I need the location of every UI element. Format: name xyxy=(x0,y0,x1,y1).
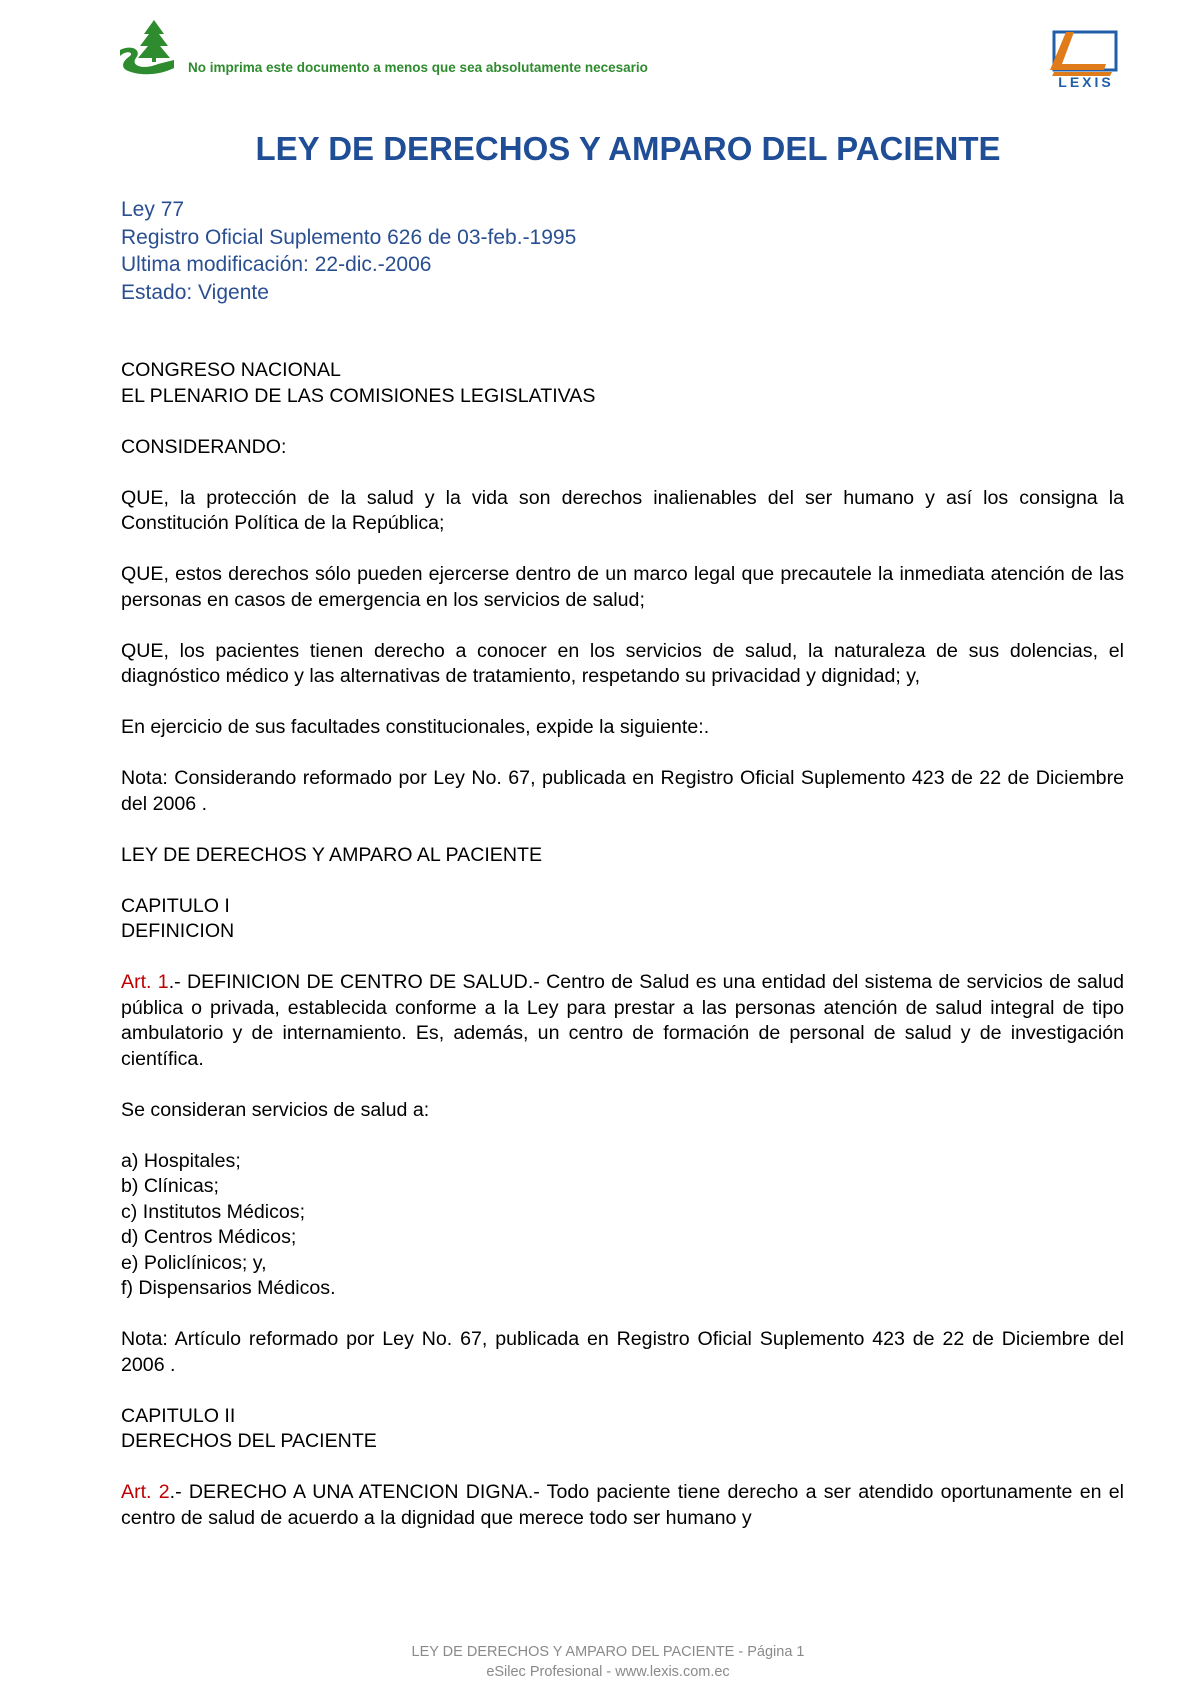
article-label: Art. 2 xyxy=(121,1481,170,1503)
chapter-name: DERECHOS DEL PACIENTE xyxy=(121,1430,377,1452)
considerando-paragraph: QUE, los pacientes tienen derecho a conocer en los servicios de salud, la naturaleza de sus dolencias, el diagnóstico médico y las alternativas de tratamiento, respetando su privacidad y dignidad; y, xyxy=(121,639,1124,687)
considerando-heading: CONSIDERANDO: xyxy=(121,435,287,458)
list-item: a) Hospitales; xyxy=(121,1149,241,1172)
chapter-heading xyxy=(121,894,1124,945)
document-title: LEY DE DERECHOS Y AMPARO DEL PACIENTE xyxy=(255,130,1001,167)
article-1 xyxy=(121,970,1124,1072)
footer-page-info: LEY DE DERECHOS Y AMPARO DEL PACIENTE - Página 1 xyxy=(411,1644,805,1660)
chapter-number: CAPITULO I xyxy=(121,894,230,917)
article-2 xyxy=(121,1480,1124,1531)
reform-note: Nota: Artículo reformado por Ley No. 67, publicada en Registro Oficial Suplemento 423 de 22 de Diciembre del 2006 . xyxy=(121,1328,1124,1376)
issuer-plenary: EL PLENARIO DE LAS COMISIONES LEGISLATIVAS xyxy=(121,384,596,407)
footer-source: eSilec Profesional - www.lexis.com.ec xyxy=(486,1664,730,1680)
considerando-paragraph: QUE, estos derechos sólo pueden ejercerse dentro de un marco legal que precautele la inmediata atención de las personas en casos de emergencia en los servicios de salud; xyxy=(121,563,1124,611)
issuer-congress: CONGRESO NACIONAL xyxy=(121,359,341,381)
article-text: .- DERECHO A UNA ATENCION DIGNA.- Todo paciente tiene derecho a ser atendido oportunamente en el centro de salud de acuerdo a la dignidad que merece todo ser humano y xyxy=(121,1481,1124,1529)
list-item: b) Clínicas; xyxy=(121,1175,219,1197)
issuer-block xyxy=(121,358,1124,409)
last-modification: Ultima modificación: 22-dic.-2006 xyxy=(121,253,432,276)
list-item: d) Centros Médicos; xyxy=(121,1226,297,1248)
article-label: Art. 1 xyxy=(121,971,169,993)
page-footer xyxy=(0,1642,1200,1682)
document-body xyxy=(121,358,1124,1557)
reform-note: Nota: Considerando reformado por Ley No. 67, publicada en Registro Oficial Suplemento 423 de 22 de Diciembre del 2006 . xyxy=(121,767,1124,815)
chapter-name: DEFINICION xyxy=(121,920,235,942)
list-item: c) Institutos Médicos; xyxy=(121,1200,306,1223)
official-registry: Registro Oficial Suplemento 626 de 03-feb.-1995 xyxy=(121,225,577,249)
chapter-heading xyxy=(121,1404,1124,1455)
article-text: .- DEFINICION DE CENTRO DE SALUD.- Centro de Salud es una entidad del sistema de servicios de salud pública o privada, establecida conforme a la Ley para prestar a las personas atención de salud integral de tipo ambulatorio y de internamiento. Es, además, un centro de formación de personal de salud y de investigación científica. xyxy=(121,971,1125,1070)
services-list xyxy=(121,1149,1124,1302)
law-metadata xyxy=(121,196,576,306)
law-number: Ley 77 xyxy=(121,198,185,221)
list-item: e) Policlínicos; y, xyxy=(121,1251,267,1274)
chapter-number: CAPITULO II xyxy=(121,1404,236,1427)
list-item: f) Dispensarios Médicos. xyxy=(121,1277,336,1299)
enactment-clause: En ejercicio de sus facultades constitucionales, expide la siguiente:. xyxy=(121,716,710,738)
law-status: Estado: Vigente xyxy=(121,280,269,304)
eco-tree-logo xyxy=(118,20,176,76)
law-heading: LEY DE DERECHOS Y AMPARO AL PACIENTE xyxy=(121,843,543,866)
lexis-wordmark: LEXIS xyxy=(1058,74,1114,90)
considerando-paragraph: QUE, la protección de la salud y la vida son derechos inalienables del ser humano y así los consigna la Constitución Política de la República; xyxy=(121,486,1124,534)
services-intro: Se consideran servicios de salud a: xyxy=(121,1098,430,1121)
print-warning-note: No imprima este documento a menos que sea absolutamente necesario xyxy=(188,60,648,75)
